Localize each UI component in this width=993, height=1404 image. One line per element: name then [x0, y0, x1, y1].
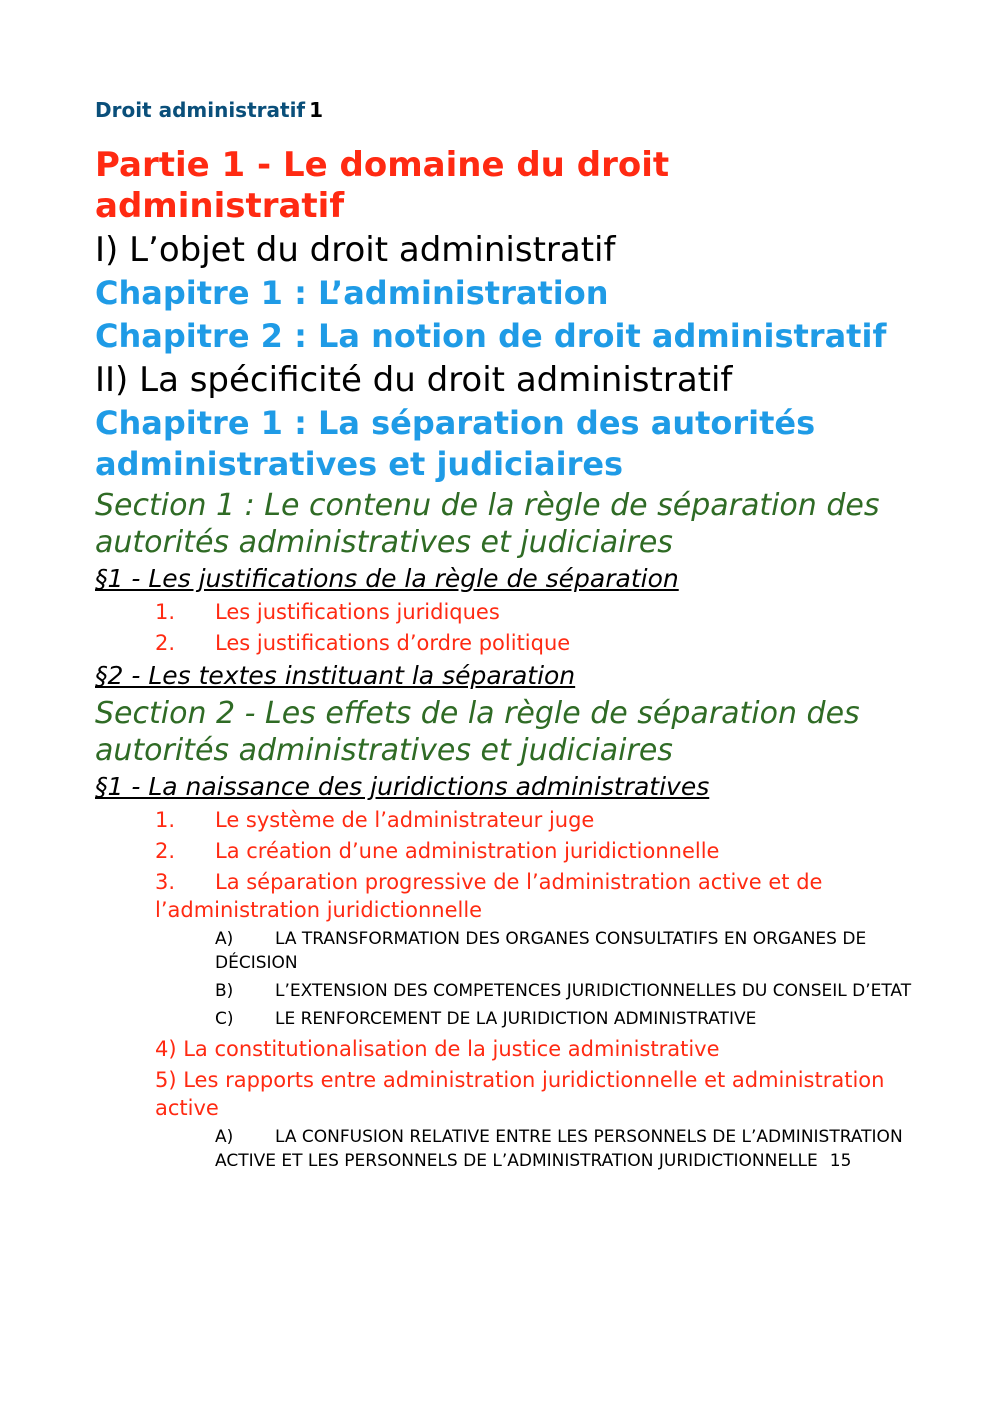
header-title: Droit administratif	[95, 98, 306, 122]
list-item: 5) Les rapports entre administration juridictionnelle et administration active	[155, 1068, 885, 1120]
chapter-heading: Chapitre 1 : L’administration	[95, 274, 609, 312]
roman-heading-2: II) La spécificité du droit administratif	[95, 360, 733, 400]
list-item: 1. Le système de l’administrateur juge	[155, 808, 595, 832]
list-item: 2. Les justifications d’ordre politique	[155, 631, 571, 655]
section-heading: Section 2 - Les effets de la règle de séparation des autorités administratives et judiciaires	[95, 696, 860, 768]
chapter-heading: Chapitre 2 : La notion de droit administratif	[95, 317, 887, 355]
paragraph-heading: §2 - Les textes instituant la séparation	[95, 661, 576, 690]
chapter-heading: Chapitre 1 : La séparation des autorités administratives et judiciaires	[95, 404, 816, 483]
sub-item: A) LA CONFUSION RELATIVE ENTRE LES PERSONNELS DE L’ADMINISTRATION ACTIVE ET LES PERSONNELS DE L’ADMINISTRATION JURIDICTIONNELLE 15	[215, 1127, 903, 1171]
list-item: 3. La séparation progressive de l’administration active et de l’administration juridictionnelle	[155, 870, 823, 922]
paragraph-heading: §1 - Les justifications de la règle de séparation	[95, 564, 679, 593]
header-page-number: 1	[309, 98, 324, 122]
sub-item: C) LE RENFORCEMENT DE LA JURIDICTION ADMINISTRATIVE	[215, 1009, 757, 1029]
roman-heading-1: I) L’objet du droit administratif	[95, 230, 616, 270]
list-item: 4) La constitutionalisation de la justice administrative	[155, 1037, 720, 1061]
list-item: 1. Les justifications juridiques	[155, 600, 500, 624]
section-heading: Section 1 : Le contenu de la règle de séparation des autorités administratives et judiciaires	[95, 488, 880, 560]
document-page	[95, 95, 915, 1177]
sub-item: A) LA TRANSFORMATION DES ORGANES CONSULTATIFS EN ORGANES DE DÉCISION	[215, 929, 867, 973]
sub-item: B) L’EXTENSION DES COMPETENCES JURIDICTIONNELLES DU CONSEIL D’ETAT	[215, 981, 912, 1001]
running-header	[95, 95, 915, 125]
part-title: Partie 1 - Le domaine du droit administratif	[95, 145, 670, 226]
paragraph-heading: §1 - La naissance des juridictions administratives	[95, 772, 710, 801]
list-item: 2. La création d’une administration juridictionnelle	[155, 839, 720, 863]
toc-page-number: 15	[829, 1151, 852, 1171]
